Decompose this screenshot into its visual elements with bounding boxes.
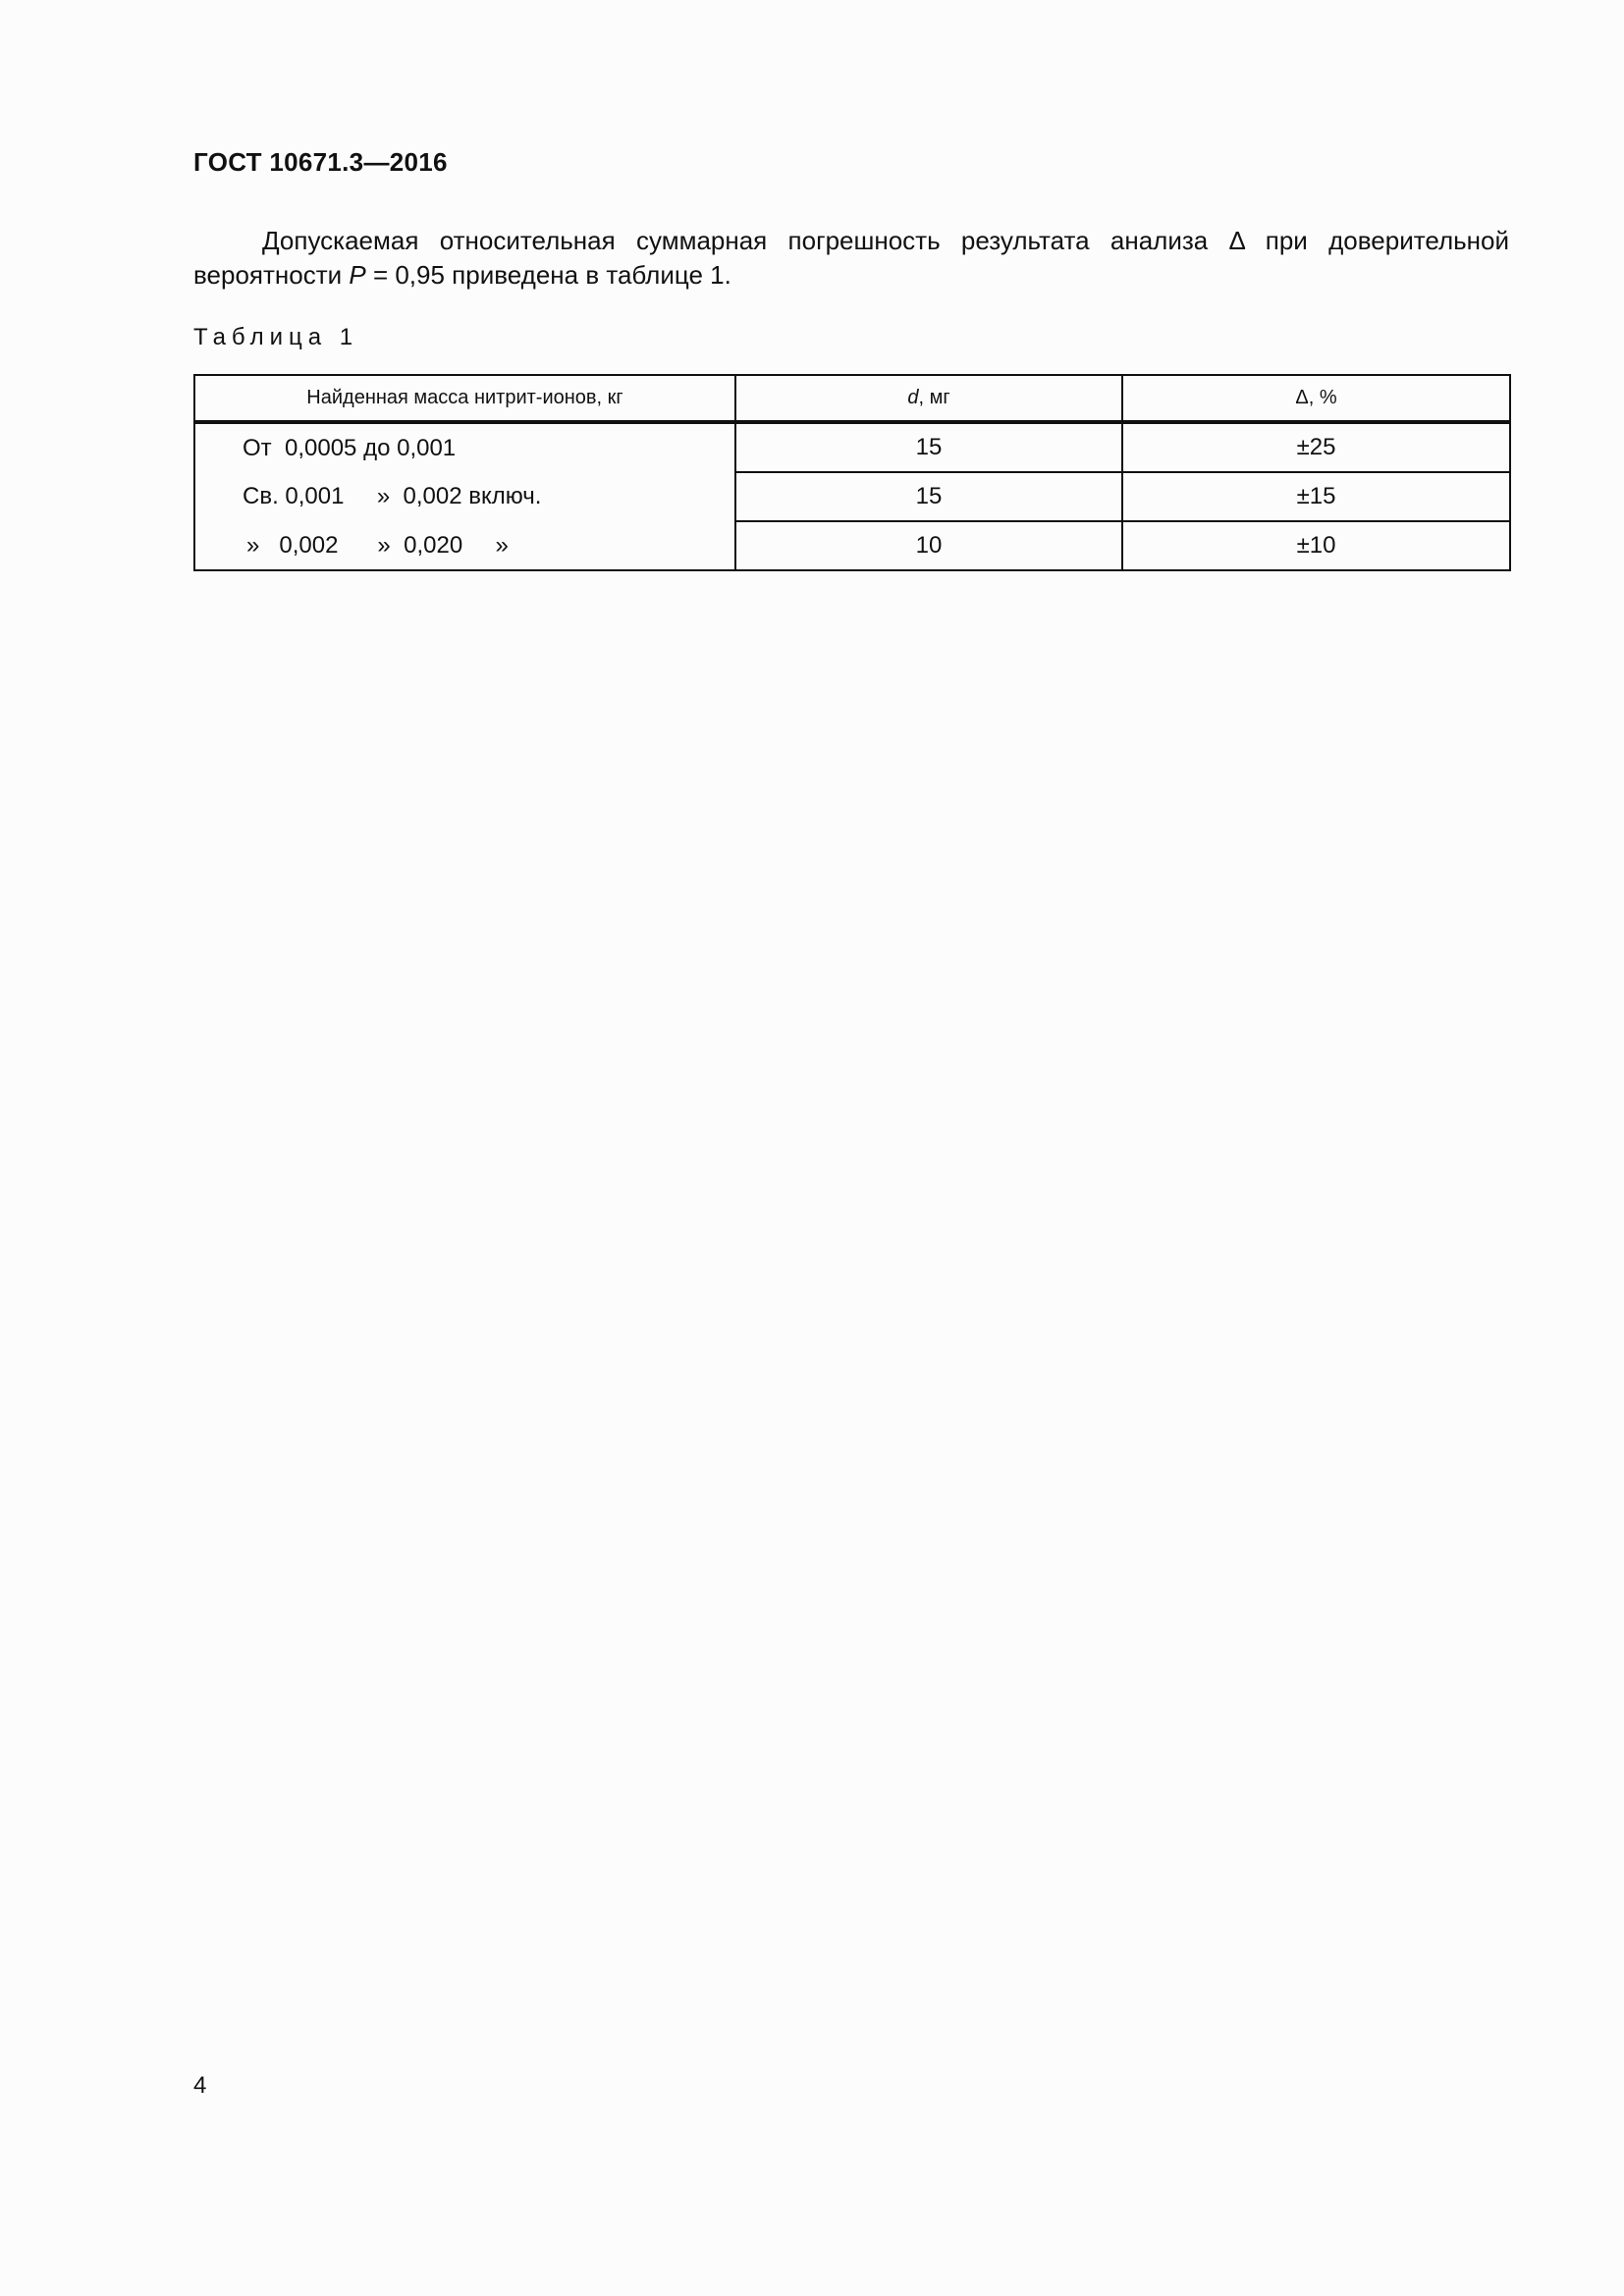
d-value-cell: 15 <box>735 472 1122 521</box>
header-d <box>735 375 1122 422</box>
table-row <box>194 422 1510 472</box>
body-paragraph <box>193 224 1509 293</box>
mass-range-cell: Св. 0,001 » 0,002 включ. <box>194 472 735 521</box>
mass-range-cell: » 0,002 » 0,020 » <box>194 521 735 570</box>
paragraph-text-part1: Допускаемая относительная суммарная погрешность результата анализа Δ при доверительной вероятности <box>193 226 1509 290</box>
probability-variable: P <box>349 260 366 290</box>
delta-value-cell: ±10 <box>1122 521 1510 570</box>
header-delta: Δ, % <box>1122 375 1510 422</box>
table-caption: Таблица 1 <box>193 324 359 350</box>
error-table <box>193 374 1511 571</box>
delta-value-cell: ±25 <box>1122 422 1510 472</box>
d-value-cell: 10 <box>735 521 1122 570</box>
mass-range-cell: От 0,0005 до 0,001 <box>194 422 735 472</box>
header-d-unit: , мг <box>918 387 950 408</box>
header-d-variable: d <box>907 387 919 408</box>
paragraph-text-part2: = 0,95 приведена в таблице 1. <box>365 260 731 290</box>
table-row <box>194 472 1510 521</box>
table-header-row <box>194 375 1510 422</box>
document-header: ГОСТ 10671.3—2016 <box>193 147 448 177</box>
d-value-cell: 15 <box>735 422 1122 472</box>
table-row <box>194 521 1510 570</box>
page-number: 4 <box>193 2072 207 2099</box>
delta-value-cell: ±15 <box>1122 472 1510 521</box>
header-mass: Найденная масса нитрит-ионов, кг <box>194 375 735 422</box>
